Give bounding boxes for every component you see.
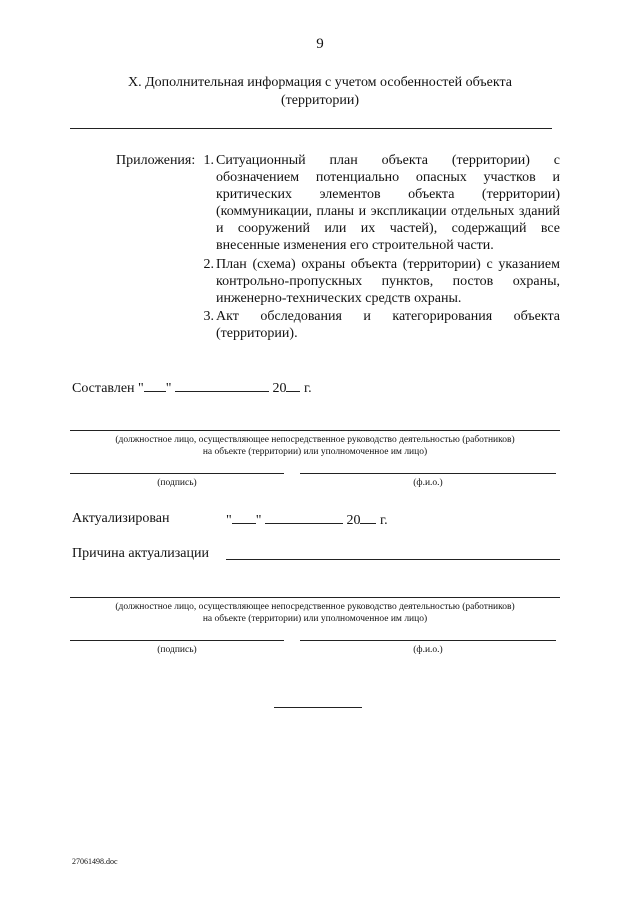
year-suffix: г. bbox=[379, 513, 388, 528]
section-title-line1: X. Дополнительная информация с учетом особенностей объекта bbox=[128, 75, 512, 90]
section-divider bbox=[70, 128, 552, 129]
official-caption-line2: на объекте (территории) или уполномоченное им лицо) bbox=[202, 614, 428, 624]
signature-caption: (подпись) bbox=[157, 645, 197, 655]
quote-close: " bbox=[255, 513, 262, 528]
section-title bbox=[60, 74, 580, 110]
fio-line[interactable] bbox=[300, 473, 556, 474]
fio-line[interactable] bbox=[300, 640, 556, 641]
footer-filename: 27061498.doc bbox=[72, 857, 118, 866]
compiled-label: Составлен bbox=[72, 381, 135, 396]
attachment-number: 1. bbox=[203, 153, 214, 168]
day-blank[interactable] bbox=[144, 378, 166, 392]
day-blank[interactable] bbox=[232, 510, 256, 524]
attachment-item bbox=[198, 152, 560, 254]
official-line[interactable] bbox=[70, 430, 560, 431]
attachments-label: Приложения: bbox=[116, 153, 196, 168]
attachment-item bbox=[198, 308, 560, 342]
quote-open: " bbox=[138, 381, 144, 396]
reason-label: Причина актуализации bbox=[72, 546, 209, 561]
official-caption bbox=[60, 434, 570, 458]
quote-open: " bbox=[226, 513, 232, 528]
official-caption-line2: на объекте (территории) или уполномоченное им лицо) bbox=[202, 447, 428, 457]
fio-caption: (ф.и.о.) bbox=[413, 645, 443, 655]
signature-line[interactable] bbox=[70, 473, 284, 474]
official-caption bbox=[60, 601, 570, 625]
reason-line[interactable] bbox=[226, 559, 560, 560]
attachment-text: Ситуационный план объекта (территории) с обозначением потенциально опасных участков и критических элементов объекта (территории) (коммуникации, планы и экспликации отдельных зданий и сооружений или их частей), содержащий все внесенные изменения его строительной части. bbox=[216, 153, 560, 253]
attachment-number: 2. bbox=[203, 257, 214, 272]
end-divider bbox=[274, 707, 362, 708]
year-prefix: 20 bbox=[346, 513, 361, 528]
section-title-line2: (территории) bbox=[280, 93, 360, 108]
attachment-text: План (схема) охраны объекта (территории) с указанием контрольно-пропускных пунктов, постов охраны, инженерно-технических средств охраны. bbox=[216, 257, 560, 306]
quote-close: " bbox=[165, 381, 172, 396]
updated-label: Актуализирован bbox=[72, 511, 170, 526]
year-prefix: 20 bbox=[272, 381, 287, 396]
page-number: 9 bbox=[316, 36, 324, 52]
year-suffix: г. bbox=[303, 381, 312, 396]
official-line[interactable] bbox=[70, 597, 560, 598]
updated-date bbox=[226, 510, 388, 529]
month-blank[interactable] bbox=[265, 510, 343, 524]
month-blank[interactable] bbox=[175, 378, 269, 392]
attachment-item bbox=[198, 256, 560, 307]
official-caption-line1: (должностное лицо, осуществляющее непосредственное руководство деятельностью (работников) bbox=[115, 602, 515, 612]
attachment-text: Акт обследования и категорирования объекта (территории). bbox=[216, 309, 560, 341]
signature-caption: (подпись) bbox=[157, 478, 197, 488]
fio-caption: (ф.и.о.) bbox=[413, 478, 443, 488]
year-blank[interactable] bbox=[286, 378, 300, 392]
year-blank[interactable] bbox=[360, 510, 376, 524]
compiled-row bbox=[72, 378, 312, 397]
attachment-number: 3. bbox=[203, 309, 214, 324]
signature-line[interactable] bbox=[70, 640, 284, 641]
official-caption-line1: (должностное лицо, осуществляющее непосредственное руководство деятельностью (работников) bbox=[115, 435, 515, 445]
